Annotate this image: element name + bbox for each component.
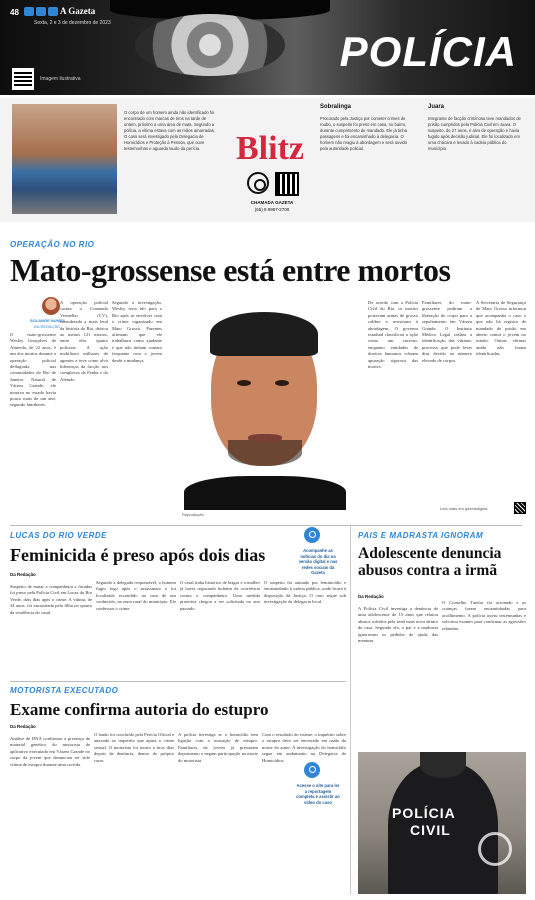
article-column: A Polícia Civil investiga a denúncia de uma adolescente de 15 anos que relatou abusos sofridos pela irmã mais nova dentro de casa. Segundo ela, o pai e a madrasta ignoravam os pedidos de ajuda das meninas. [358, 606, 438, 644]
qr-code-icon[interactable] [514, 502, 526, 514]
story-headline[interactable]: Exame confirma autoria do estupro [10, 700, 269, 719]
article-column: Suspeito de matar a companheira a facadas foi preso pela Polícia Civil em Lucas do Rio Verde, dois dias após o crime. A vítima, de 34 anos, foi encontrada pela filha no quarto da residência do casal. [10, 584, 92, 615]
header-photo-credit: Imagem ilustrativa [40, 76, 81, 82]
author-name: SOLANGE NUNES [30, 318, 65, 323]
main-headline[interactable]: Mato-grossense está entre mortos [10, 252, 451, 288]
suspect-portrait-photo [184, 298, 346, 510]
blitz-contact-phone: (65) 9 9987-2700 [254, 207, 290, 212]
whatsapp-icon[interactable] [247, 172, 269, 194]
blitz-intro-text: O corpo de um homem ainda não identificado foi encontrado com marcas de tiros na tarde de ontem, próximo a uma área de mata. Segundo a polícia, a vítima estava com as mãos amarradas. O caso será investigado pela Delegacia de Homicídios e Proteção à Pessoa, que ouve testemunhas e aguarda laudo da perícia. [124, 110, 215, 151]
article-column: O mato-grossense Wesley Gonçalves de Almeida, de 22 anos, é um dos mortos durante a operação policial deflagrada nas comunidades do Rio de Janeiro. Natural de Várzea Grande, ele morava no estado havia pouco mais de um ano, segundo familiares. [10, 332, 56, 408]
article-column: O suspeito foi autuado por feminicídio e encaminhado à cadeia pública, onde ficará à disposição da Justiça. O caso segue sob investigação da delegacia local. [264, 580, 346, 605]
page-number: 48 [10, 8, 19, 17]
promo-text[interactable]: Acompanhe as notícias do dia na versão digital e nas redes sociais da Gazeta [298, 548, 338, 575]
article-column: Análise de DNA confirmou a presença de material genético do motorista de aplicativo executado em Várzea Grande no corpo da jovem que denunciou ter sido vítima de estupro durante uma corrida. [10, 736, 90, 767]
story-kicker: PAIS E MADRASTA IGNORAM [358, 531, 484, 540]
police-vest-label: CIVIL [410, 822, 451, 838]
article-column: De acordo com a Polícia Civil do Rio, os mortos portavam armas de grosso calibre e resistiram à abordagem. O governo estadual classificou a ação como um sucesso, enquanto entidades de direitos humanos cobram apuração rigorosa das mortes. [368, 300, 418, 370]
newspaper-name: A Gazeta [60, 6, 96, 16]
article-column: Com o resultado do exame, o inquérito sobre o estupro deve ser encerrado em razão da morte do autor. A investigação do homicídio segue em andamento na Delegacia de Homicídios. [262, 732, 346, 763]
blitz-photo [12, 104, 117, 214]
police-vest-label: POLÍCIA [392, 805, 456, 821]
story-kicker: MOTORISTA EXECUTADO [10, 686, 119, 695]
article-column: Segundo a investigação, Wesley teria ido para o Rio após se envolver com o crime organizado em Mato Grosso. Parentes afirmam que ele trabalhava como ajudante e que não tinham contato frequente com o jovem desde a mudança. [112, 300, 162, 363]
article-column: Familiares do mato-grossense pediram a liberação do corpo para o sepultamento em Várzea Grande. O Instituto Médico Legal realiza a identificação das vítimas, processo que pode levar dias devido ao número elevado de corpos. [422, 300, 472, 363]
author-role: DA REDAÇÃO [34, 324, 61, 329]
brief-text: Integrante de facção criminosa teve mandados de prisão cumpridos pela Polícia Civil em Juara. O suspeito, de 27 anos, é alvo de operação e havia fugido após decisão judicial. Ele foi localizado em uma chácara e levado à cadeia pública do município. [428, 116, 521, 151]
qr-code-icon[interactable] [12, 68, 34, 90]
photo-credit: Reprodução [182, 512, 204, 517]
divider [350, 525, 351, 895]
byline: Da Redação [358, 594, 384, 599]
edition-date: Sexta, 2 e 3 de dezembro de 2023 [34, 20, 111, 26]
brief-text: Procurado pela Justiça por cometer crimes de roubo, o suspeito foi preso em casa, no bairro, durante cumprimento de mandado. Ele já tinha passagens e foi encaminhado à delegacia. O homem não reagiu à abordagem e será ouvido pela autoridade policial. [320, 116, 408, 151]
story-headline[interactable]: Adolescente denuncia abusos contra a irmã [358, 545, 502, 579]
header-eye-photo [135, 14, 285, 76]
article-column: A Secretaria de Segurança de Mato Grosso informou que acompanha o caso e que não há registro de mandado de prisão em aberto contra o jovem no estado. Outras vítimas ainda não foram identificadas. [476, 300, 526, 357]
article-column: O Conselho Tutelar foi acionado e as crianças foram encaminhadas para acolhimento. A polícia ouviu testemunhas e solicitou exames para confirmar as agressões relatadas. [442, 600, 526, 631]
article-column: Segundo a delegada responsável, o homem fugiu logo após o assassinato e foi localizado escondido na casa de um conhecido, na zona rural do município. Ele confessou o crime. [96, 580, 176, 611]
brief-title: Sobralinga [320, 104, 352, 110]
avatar [42, 297, 60, 315]
divider [10, 525, 522, 526]
info-icon[interactable] [304, 527, 320, 543]
section-title: POLÍCIA [339, 28, 517, 75]
promo-text[interactable]: Acesse o site para ler a reportagem completa e assistir ao vídeo do caso [296, 783, 340, 805]
brief-title: Juara [428, 104, 445, 110]
article-column: O laudo foi concluído pela Perícia Oficial e anexado ao inquérito que apura o crime sexual. O motorista foi morto a tiros dias depois da denúncia, dentro do próprio carro. [94, 732, 174, 763]
article-column: A operação policial contra o Comando Vermelho (CV), considerada a mais letal da história do Rio, deixou ao menos 121 mortos, entre eles quatro policiais. A ação mobilizou milhares de agentes e teve como alvo lideranças da facção nos complexos da Penha e do Alemão. [60, 300, 108, 382]
blitz-contact-label: CHAMADA GAZETA [250, 200, 294, 205]
article-footnote: Leia mais em gazetadigital [440, 506, 488, 511]
qr-code-icon[interactable] [275, 172, 299, 196]
story-kicker: LUCAS DO RIO VERDE [10, 531, 108, 540]
byline: Da Redação [10, 724, 36, 729]
article-column: A polícia investiga se o homicídio tem ligação com a acusação de estupro. Familiares da jovem já prestaram depoimento e negam participação na morte do motorista. [178, 732, 258, 763]
blitz-logo: Blitz [236, 130, 304, 167]
divider [10, 681, 346, 682]
article-column: O casal tinha histórico de brigas e a mulher já havia registrado boletim de ocorrência contra o companheiro. Uma medida protetiva chegou a ser solicitada no ano passado. [180, 580, 260, 611]
watermark-seal-icon [478, 832, 512, 866]
newspaper-logo-icon [24, 7, 58, 16]
byline: Da Redação [10, 572, 36, 577]
story-kicker: OPERAÇÃO NO RIO [10, 240, 95, 249]
story-headline[interactable]: Feminicida é preso após dois dias [10, 545, 266, 565]
